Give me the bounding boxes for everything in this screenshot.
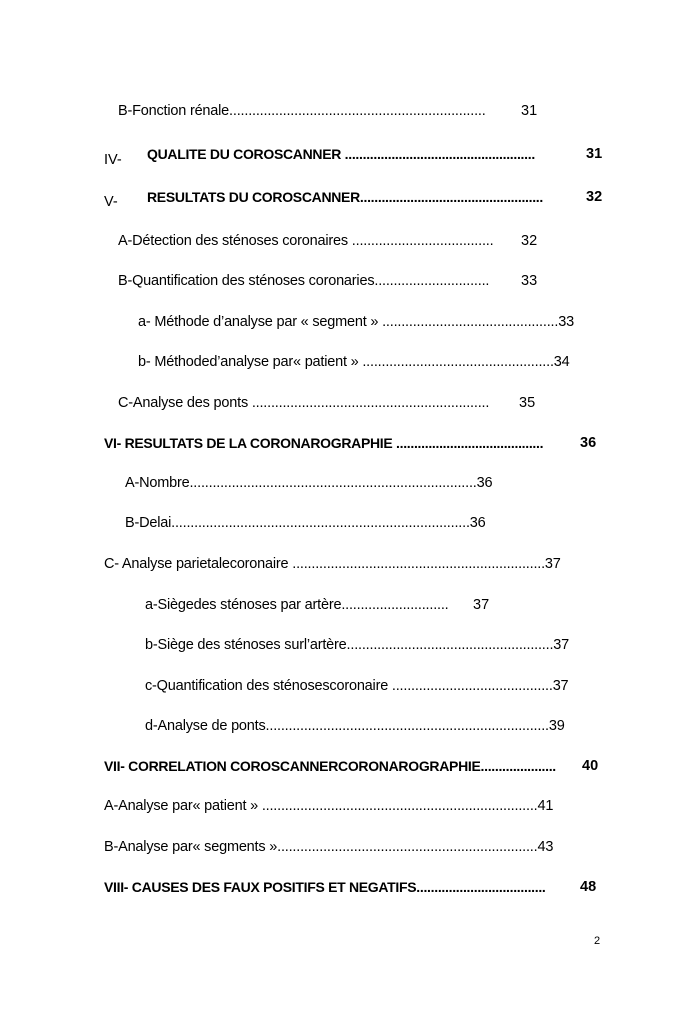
page-number: 2 (594, 935, 601, 947)
toc-entry-detection-stenoses: A-Détection des sténoses coronaires ..................................... (118, 233, 494, 249)
toc-page-number: 31 (586, 146, 603, 162)
toc-entry-analyse-parietale: C- Analyse parietalecoronaire ..................................................................37 (104, 556, 561, 572)
toc-page-number: 35 (519, 395, 536, 411)
toc-entry-analyse-segment: a- Méthode d’analyse par « segment » ..............................................33 (138, 314, 574, 330)
toc-entry-siege-sur-artere: b-Siège des sténoses surl’artère......................................................37 (145, 637, 570, 653)
toc-page-number: 33 (521, 273, 538, 289)
toc-page-number: 37 (473, 597, 490, 613)
toc-entry-analyse-ponts: C-Analyse des ponts .............................................................. (118, 395, 490, 411)
toc-entry-resultats-coroscanner: RESULTATS DU COROSCANNER................................................... (147, 189, 543, 205)
toc-section-prefix: IV- (104, 152, 122, 168)
toc-entry-analyse-par-patient: A-Analyse par« patient » ........................................................................41 (104, 798, 554, 814)
toc-entry-resultats-coronarographie: VI- RESULTATS DE LA CORONAROGRAPHIE ......................................... (104, 435, 544, 451)
toc-entry-causes-faux-positifs: VIII- CAUSES DES FAUX POSITIFS ET NEGATIFS.................................... (104, 879, 546, 895)
toc-entry-qualite-coroscanner: QUALITE DU COROSCANNER ..................................................... (147, 146, 535, 162)
toc-entry-quantification-stenoses: B-Quantification des sténoses coronaries.............................. (118, 273, 490, 289)
toc-entry-correlation: VII- CORRELATION COROSCANNERCORONAROGRAPHIE..................... (104, 758, 556, 774)
toc-entry-siege-par-artere: a-Siègedes sténoses par artère............................ (145, 597, 449, 613)
toc-entry-delai: B-Delai..............................................................................36 (125, 515, 486, 531)
toc-page-number: 31 (521, 103, 538, 119)
toc-entry-fonction-renale: B-Fonction rénale................................................................... (118, 103, 486, 119)
toc-page-number: 48 (580, 879, 597, 895)
toc-page-number: 32 (521, 233, 538, 249)
toc-entry-analyse-de-ponts: d-Analyse de ponts..........................................................................39 (145, 718, 565, 734)
toc-entry-analyse-par-segments: B-Analyse par« segments »....................................................................43 (104, 839, 554, 855)
toc-entry-nombre: A-Nombre...........................................................................36 (125, 475, 493, 491)
toc-page-number: 40 (582, 758, 599, 774)
toc-section-prefix: V- (104, 194, 118, 210)
toc-entry-quantification-coronaire: c-Quantification des sténosescoronaire ..........................................37 (145, 678, 569, 694)
toc-page-number: 32 (586, 189, 603, 205)
toc-entry-analyse-patient: b- Méthoded’analyse par« patient » ..................................................34 (138, 354, 570, 370)
toc-page-number: 36 (580, 435, 597, 451)
